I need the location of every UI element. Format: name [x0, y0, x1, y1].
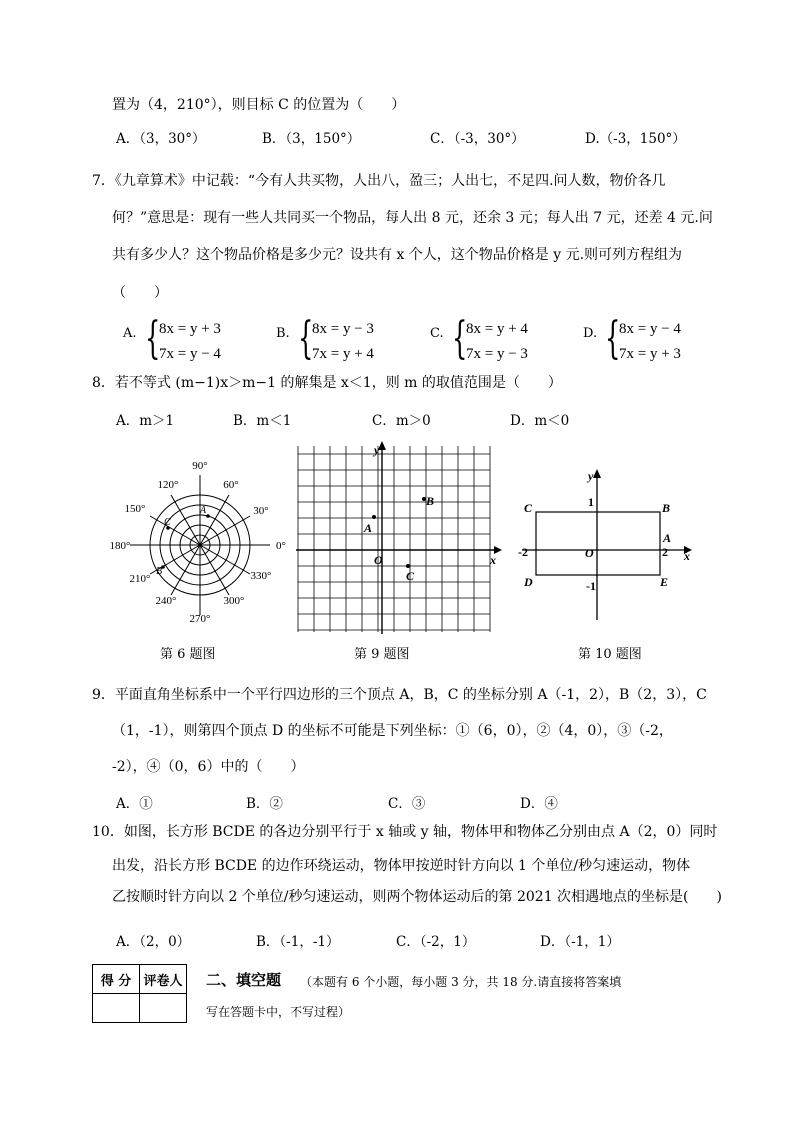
left-brace-icon: {	[145, 313, 161, 364]
fig6-point-a: A	[200, 505, 207, 516]
q7-option-a-eq1: 8x = y + 3	[159, 321, 221, 337]
fig9-caption: 第 9 题图	[354, 647, 410, 662]
section2-desc-line2: 写在答题卡中，不写过程）	[206, 1005, 351, 1019]
section2-desc-line1: （本题有 6 个小题，每小题 3 分，共 18 分.请直接将答案填	[300, 975, 622, 989]
fig10-vertex-e: E	[660, 575, 669, 589]
fig6-angle-330: 330°	[250, 570, 272, 582]
fig9-point-a: A	[364, 521, 373, 535]
q7-stem-line4: （ ）	[112, 285, 168, 301]
q10-option-a: A．（2，0）	[116, 934, 191, 950]
q7-option-a-eq2: 7x = y − 4	[159, 346, 221, 362]
fig6-angle-60: 60°	[223, 479, 239, 491]
q9-stem-line2: （1，-1），则第四个顶点 D 的坐标不可能是下列坐标：①（6，0），②（4，0），③（-2，	[112, 723, 673, 739]
fig10-axis-y: y	[588, 469, 594, 483]
q7-stem-line3: 共有多少人？这个物品价格是多少元？设共有 x 个人，这个物品价格是 y 元.则可列方程组为	[112, 247, 683, 263]
fig10-vertex-d: D	[524, 575, 533, 589]
q8-option-b: B．m＜1	[233, 413, 292, 429]
q10-option-d: D．（-1，1）	[540, 934, 620, 950]
section2-title: 二、填空题	[206, 971, 282, 989]
fig10-tick-2: 2	[662, 545, 668, 559]
q7-option-d-eq2: 7x = y + 3	[619, 346, 681, 362]
fig10-tick-neg2: -2	[518, 545, 528, 559]
score-header: 得 分	[93, 965, 140, 994]
fig6-angle-300: 300°	[223, 595, 245, 607]
q10-stem-line1: 10．如图，长方形 BCDE 的各边分别平行于 x 轴或 y 轴，物体甲和物体乙分别由点 A（2，0）同时	[92, 824, 718, 840]
q9-option-a: A．①	[116, 796, 153, 812]
fig6-angle-0: 0°	[276, 540, 286, 552]
q7-option-c-eq2: 7x = y − 3	[466, 346, 528, 362]
q7-option-d-eq1: 8x = y − 4	[619, 321, 681, 337]
q7-option-d-label: D.	[583, 326, 598, 341]
q9-option-c: C．③	[388, 796, 426, 812]
fig9-point-b: B	[426, 494, 435, 508]
q7-option-a-label: A.	[123, 326, 137, 341]
fig10-caption: 第 10 题图	[578, 647, 642, 662]
fig10-vertex-b: B	[662, 501, 671, 515]
q7-option-b-eq1: 8x = y − 3	[312, 321, 374, 337]
fig6-angle-30: 30°	[253, 505, 269, 517]
fig6-angle-90: 90°	[192, 460, 208, 472]
score-cell	[93, 994, 140, 1023]
fig9-point-c: C	[406, 569, 415, 583]
fig10-tick-1: 1	[588, 495, 594, 509]
q6-option-c: C．（-3，30°）	[430, 131, 525, 147]
q9-stem-line1: 9．平面直角坐标系中一个平行四边形的三个顶点 A，B，C 的坐标分别 A（-1，2），B（2，3），C	[92, 687, 707, 703]
left-brace-icon: {	[605, 313, 621, 364]
left-brace-icon: {	[298, 313, 314, 364]
fig10-tick-neg1: -1	[586, 579, 596, 593]
fig10-vertex-c: C	[524, 501, 533, 515]
q7-option-c-eq1: 8x = y + 4	[466, 321, 528, 337]
fig10-origin: O	[585, 546, 594, 560]
fig6-angle-240: 240°	[155, 595, 177, 607]
q8-option-a: A．m＞1	[116, 413, 175, 429]
fig6-angle-120: 120°	[157, 479, 179, 491]
left-brace-icon: {	[452, 313, 468, 364]
q8-stem: 8．若不等式 (m−1)x＞m−1 的解集是 x＜1，则 m 的取值范围是（ ）	[92, 375, 562, 391]
q10-option-c: C．（-2，1）	[396, 934, 476, 950]
q10-option-b: B．（-1，-1）	[256, 934, 340, 950]
q8-option-c: C．m＞0	[372, 413, 431, 429]
fig6-polar-diagram	[100, 450, 300, 650]
fig6-angle-150: 150°	[124, 503, 146, 515]
fig6-point-c: C	[164, 517, 171, 528]
q6-option-a: A．（3，30°）	[116, 131, 206, 147]
q6-stem-tail: 置为（4，210°），则目标 C 的位置为（ ）	[112, 97, 406, 113]
fig9-axis-y: y	[374, 443, 380, 457]
grader-header: 评卷人	[140, 965, 187, 994]
fig10-point-a: A	[663, 531, 672, 545]
q7-option-b-label: B.	[276, 326, 290, 341]
q10-stem-line3: 乙按顺时针方向以 2 个单位/秒匀速运动，则两个物体运动后的第 2021 次相遇地点的坐标是( )	[112, 889, 722, 905]
q7-stem-line1: 7．《九章算术》中记载：“今有人共买物，人出八，盈三；人出七，不足四.问人数，物价各几	[92, 173, 666, 189]
q6-option-b: B．（3，150°）	[262, 131, 361, 147]
fig6-point-b: B	[156, 566, 163, 577]
q9-stem-line3: -2），④（0，6）中的（ ）	[112, 759, 305, 775]
fig6-angle-180: 180°	[109, 540, 131, 552]
q7-stem-line2: 何？”意思是：现有一些人共同买一个物品，每人出 8 元，还余 3 元；每人出 7 元，还差 4 元.问	[112, 210, 713, 226]
q9-option-b: B．②	[246, 796, 283, 812]
q7-option-c-label: C.	[430, 326, 444, 341]
fig6-angle-210: 210°	[129, 573, 151, 585]
score-table	[92, 964, 187, 1023]
q8-option-d: D．m＜0	[510, 413, 570, 429]
fig10-rect-diagram	[512, 462, 698, 622]
fig9-origin: O	[374, 553, 383, 567]
fig9-axis-x: x	[490, 553, 496, 567]
q10-stem-line2: 出发，沿长方形 BCDE 的边作环绕运动，物体甲按逆时针方向以 1 个单位/秒匀速运动，物体	[112, 858, 691, 874]
fig6-caption: 第 6 题图	[160, 647, 216, 662]
q9-option-d: D．④	[520, 796, 558, 812]
q7-option-b-eq2: 7x = y + 4	[312, 346, 374, 362]
q6-option-d: D.（-3，150°）	[585, 131, 686, 147]
grader-cell	[140, 994, 187, 1023]
fig6-angle-270: 270°	[189, 613, 211, 625]
fig10-axis-x: x	[684, 549, 690, 563]
fig9-grid-diagram	[296, 438, 502, 634]
